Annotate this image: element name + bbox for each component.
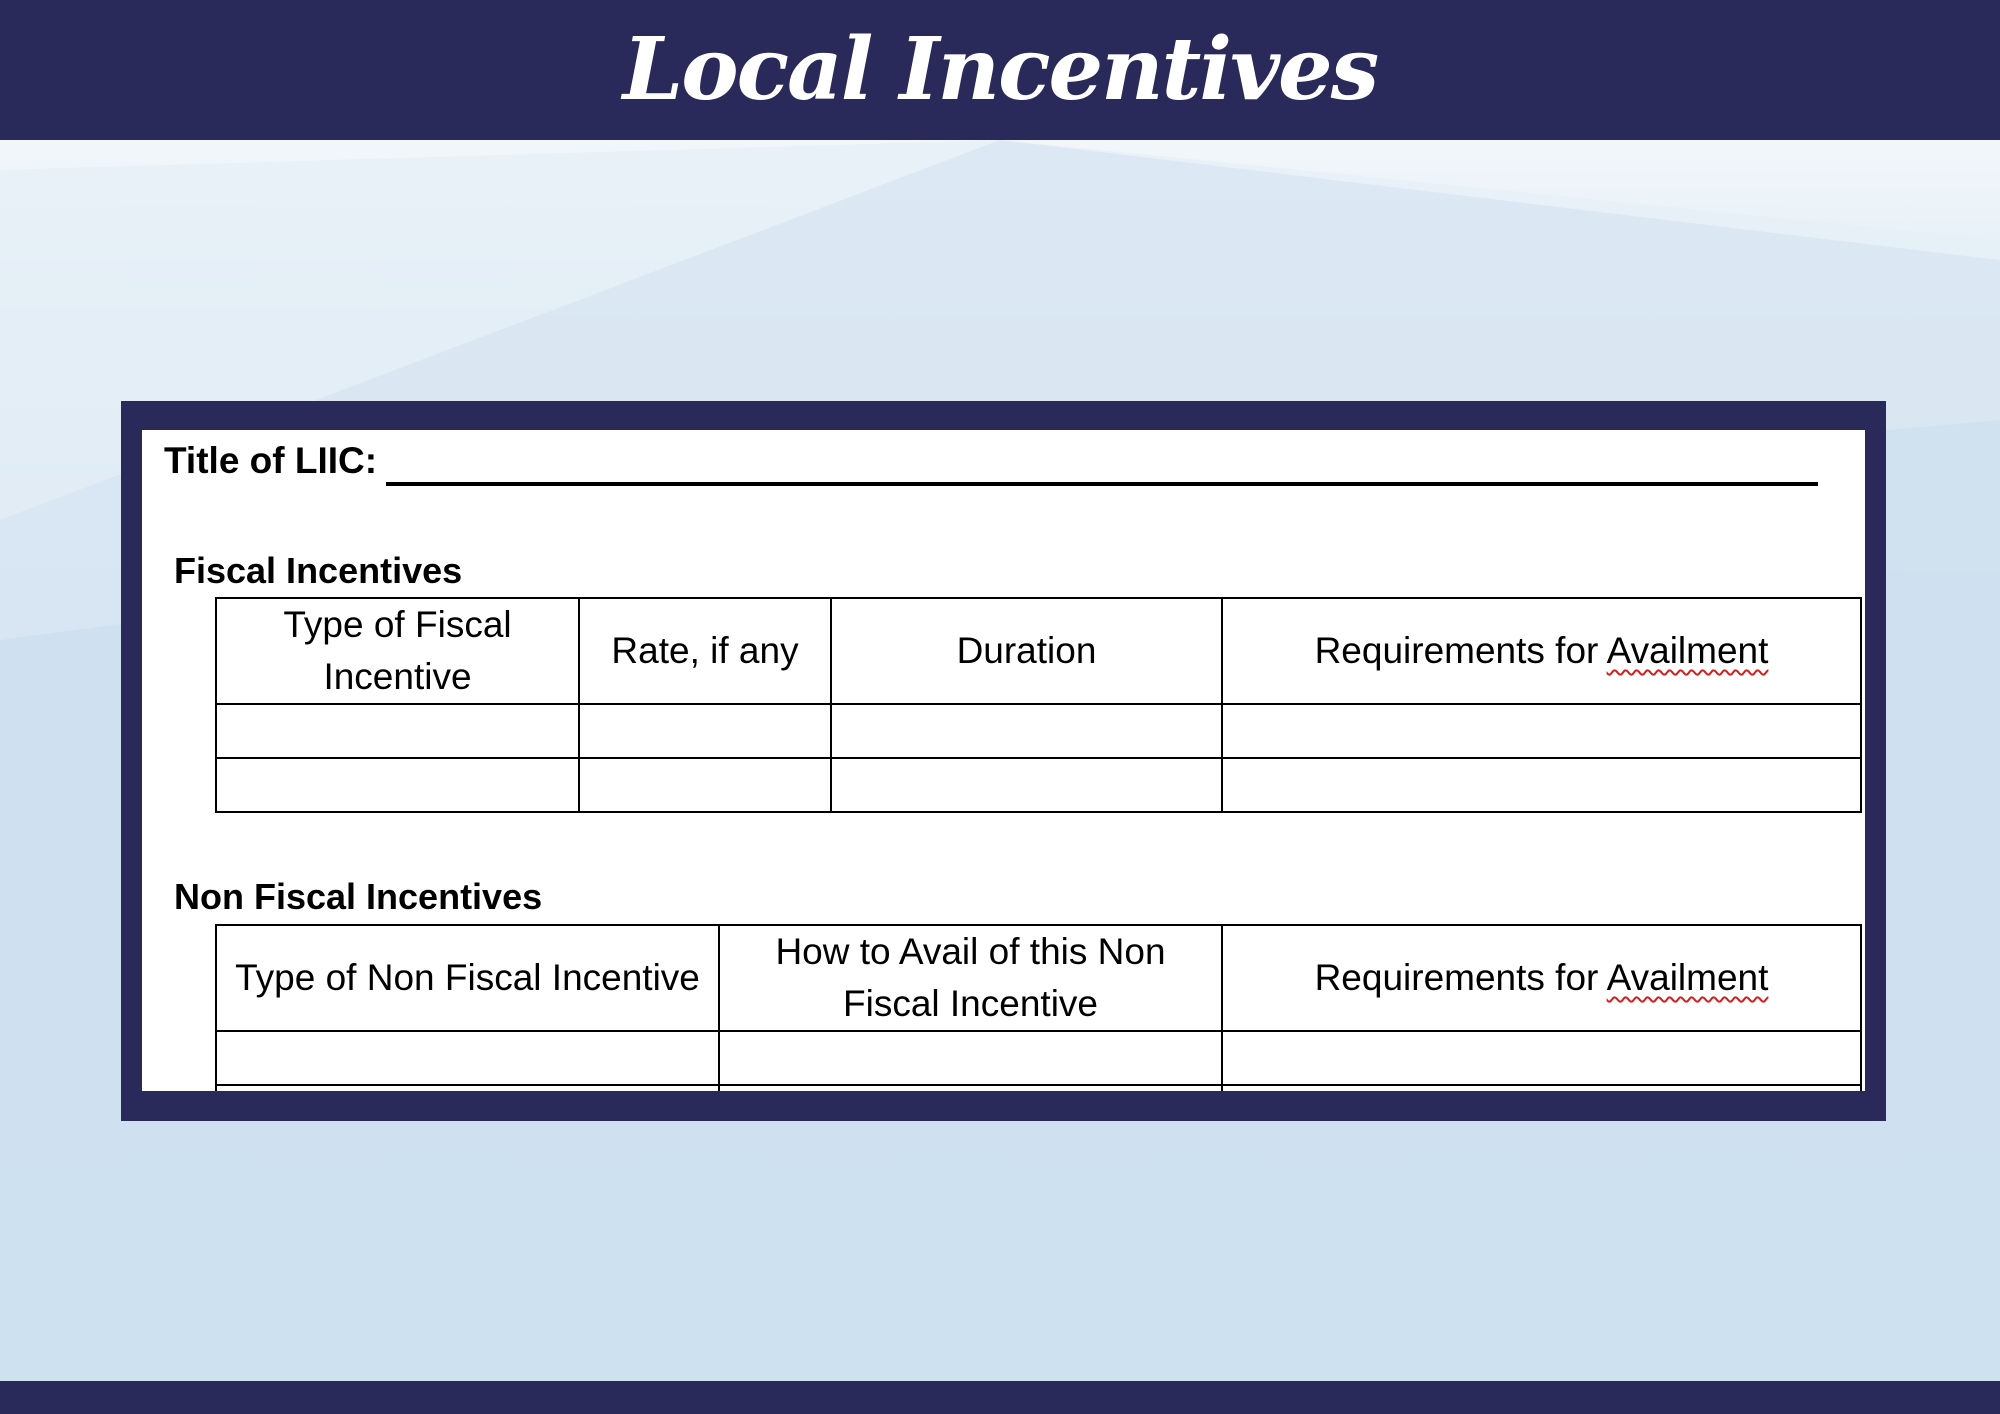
- table-row: [216, 1085, 1861, 1091]
- non-fiscal-incentives-heading: Non Fiscal Incentives: [174, 876, 543, 917]
- column-header-how-to-avail: How to Avail of this Non Fiscal Incentive: [719, 925, 1222, 1031]
- column-header-requirements-for-availment: [1222, 925, 1861, 1031]
- table-cell[interactable]: [216, 1031, 719, 1085]
- table-header-row: [216, 925, 1861, 1031]
- document-page: [142, 430, 1865, 1091]
- table-cell[interactable]: [579, 704, 831, 758]
- column-header-type-of-non-fiscal-incentive: Type of Non Fiscal Incentive: [216, 925, 719, 1031]
- table-cell[interactable]: [579, 758, 831, 812]
- table-header-row: [216, 598, 1861, 704]
- liic-title-label: Title of LIIC:: [164, 440, 378, 481]
- table-cell[interactable]: [1222, 1085, 1861, 1091]
- column-header-requirements-for-availment: [1222, 598, 1861, 704]
- availment-spellcheck-word: Availment: [1606, 957, 1769, 998]
- page-title: Local Incentives: [622, 19, 1378, 120]
- footer-bar: [0, 1381, 2000, 1414]
- table-cell[interactable]: [216, 758, 579, 812]
- table-row: [216, 1031, 1861, 1085]
- table-cell[interactable]: [1222, 704, 1861, 758]
- table-row: [216, 758, 1861, 812]
- table-cell[interactable]: [831, 758, 1222, 812]
- table-cell[interactable]: [831, 704, 1222, 758]
- table-cell[interactable]: [216, 704, 579, 758]
- requirements-label: Requirements for: [1314, 957, 1599, 998]
- requirements-label: Requirements for: [1314, 630, 1599, 671]
- table-cell[interactable]: [1222, 1031, 1861, 1085]
- table-row: [216, 704, 1861, 758]
- table-cell[interactable]: [216, 1085, 719, 1091]
- column-header-type-of-fiscal-incentive: Type of Fiscal Incentive: [216, 598, 579, 704]
- availment-spellcheck-word: Availment: [1606, 630, 1769, 671]
- fiscal-incentives-table: [215, 597, 1862, 813]
- liic-title-blank-line: [386, 482, 1818, 486]
- table-cell[interactable]: [719, 1031, 1222, 1085]
- column-header-duration: Duration: [831, 598, 1222, 704]
- table-cell[interactable]: [1222, 758, 1861, 812]
- table-cell[interactable]: [719, 1085, 1222, 1091]
- column-header-rate: Rate, if any: [579, 598, 831, 704]
- fiscal-incentives-heading: Fiscal Incentives: [174, 550, 463, 591]
- non-fiscal-incentives-table: [215, 924, 1862, 1091]
